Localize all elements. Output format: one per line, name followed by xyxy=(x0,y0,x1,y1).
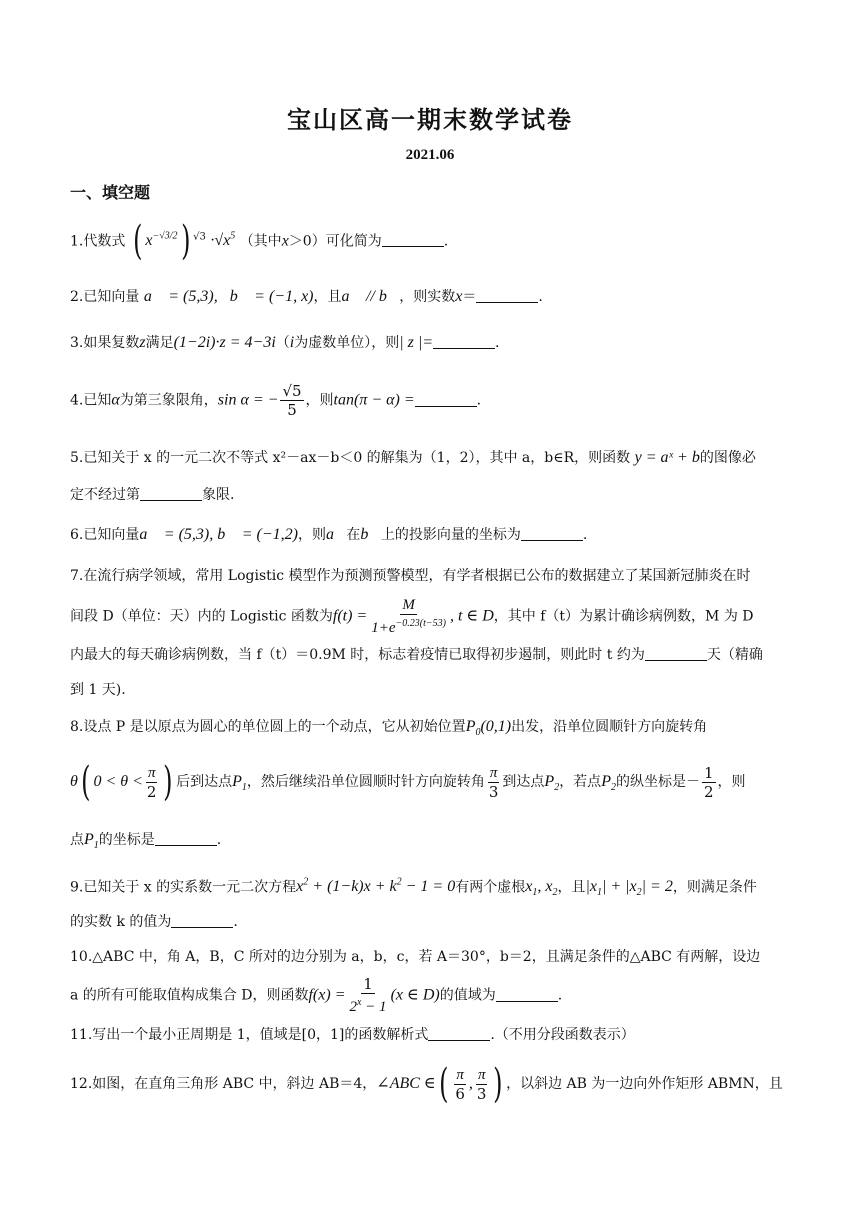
answer-blank xyxy=(433,334,495,349)
question-8: 8.设点 P 是以原点为圆心的单位圆上的一个动点，它从初始位置$P_0(0,1)$出发，沿单位圆顺针方向旋转角 xyxy=(70,718,708,739)
exam-date: 2021.06 xyxy=(405,147,455,163)
question-12: 12.如图，在直角三角形 ABC 中，斜边 AB＝4，∠ABC ∈( $\frac{\pi}{6}$ , $\frac{\pi}{3}$ ) ，以斜边 AB 为一边向外作矩形 ABMN，且 xyxy=(70,1061,783,1107)
question-9-cont: 的实数 k 的值为 . xyxy=(70,914,238,930)
question-7-cont: 间段 D（单位：天）内的 Logistic 函数为f(t) = $\frac{M}{1+e^{-0.23(t-53)}}$ , t ∈ D，其中 f（t）为累计确诊病例数，M 为 D xyxy=(70,597,754,636)
question-10: 10.△ABC 中，角 A，B，C 所对的边分别为 a，b，c，若 A＝30°，b＝2，且满足条件的△ABC 有两解，设边 xyxy=(70,949,761,965)
question-9: 9.已知关于 x 的实系数一元二次方程$x^2 + (1-k)x + k^2 - 1 = 0$有两个虚根$x_1$, $x_2$，且$|x_1| + |x_2| = 2$，则满足条件 xyxy=(70,877,757,899)
answer-blank xyxy=(645,646,707,661)
answer-blank xyxy=(171,913,233,928)
question-1: 1.代数式 ( $x^{-√3/2}$) $^{√3} \cdot√x^5$ （其中x＞0）可化简为 . xyxy=(70,218,449,265)
question-7: 7.在流行病学领域，常用 Logistic 模型作为预测预警模型，有学者根据已公布的数据建立了某国新冠肺炎在时 xyxy=(70,568,751,584)
section-heading: 一、填空题 xyxy=(70,183,151,202)
question-10-cont: a 的所有可能取值构成集合 D，则函数f(x) = $\frac{1}{2^x - 1}$ (x ∈ D)的值域为 . xyxy=(70,975,563,1015)
question-11: 11.写出一个最小正周期是 1，值域是[0，1]的函数解析式 .（不用分段函数表示） xyxy=(70,1027,635,1043)
question-6: 6.已知向量a⃗ = (5,3), b⃗ = (−1,2)，则a⃗在b⃗上的投影向量的坐标为 . xyxy=(70,526,588,543)
q2-vectors: a⃗ = (5,3), b⃗ = (−1, x) xyxy=(143,288,314,305)
answer-blank xyxy=(415,392,477,407)
question-8-cont2: 点$P_1$的坐标是 . xyxy=(70,831,222,852)
answer-blank xyxy=(521,526,583,541)
question-5-cont: 定不经过第 象限. xyxy=(70,487,235,503)
question-7-cont2: 内最大的每天确诊病例数，当 f（t）＝0.9M 时，标志着疫情已取得初步遏制，则此时 t 约为 天（精确 xyxy=(70,647,763,663)
answer-blank xyxy=(140,486,202,501)
answer-blank xyxy=(496,987,558,1002)
question-7-cont3: 到 1 天). xyxy=(70,682,126,698)
answer-blank xyxy=(476,288,538,303)
answer-blank xyxy=(382,232,444,247)
page-title: 宝山区高一期末数学试卷 xyxy=(287,105,573,134)
q3-equation: (1−2i)·z = 4−3i xyxy=(173,334,276,351)
answer-blank xyxy=(155,831,217,846)
question-4: 4.已知α为第三象限角，sin α = − $\frac{√5}{5}$ ，则tan(π − α) = . xyxy=(70,382,482,419)
question-5: 5.已知关于 x 的一元二次不等式 x²－ax－b＜0 的解集为（1，2），其中 a，b∈R，则函数 y = aˣ + b的图像必 xyxy=(70,449,756,466)
answer-blank xyxy=(428,1026,490,1041)
question-2: 2.已知向量 a⃗ = (5,3), b⃗ = (−1, x)，且a⃗ // b⃗，则实数x＝ . xyxy=(70,288,543,305)
question-8-cont: θ( 0 < θ < $\frac{\pi}{2}$ ) 后到达点$P_1$，然后继续沿单位圆顺时针方向旋转角 $\frac{\pi}{3}$ 到达点$P_2$，若点$P_2$的纵坐标是－ $\frac{1}{2}$ ，则 xyxy=(70,759,746,805)
q1-expression: $x^{-√3/2}$ xyxy=(145,231,178,250)
question-3: 3.如果复数z满足(1−2i)·z = 4−3i（i为虚数单位），则| z |= . xyxy=(70,334,500,351)
